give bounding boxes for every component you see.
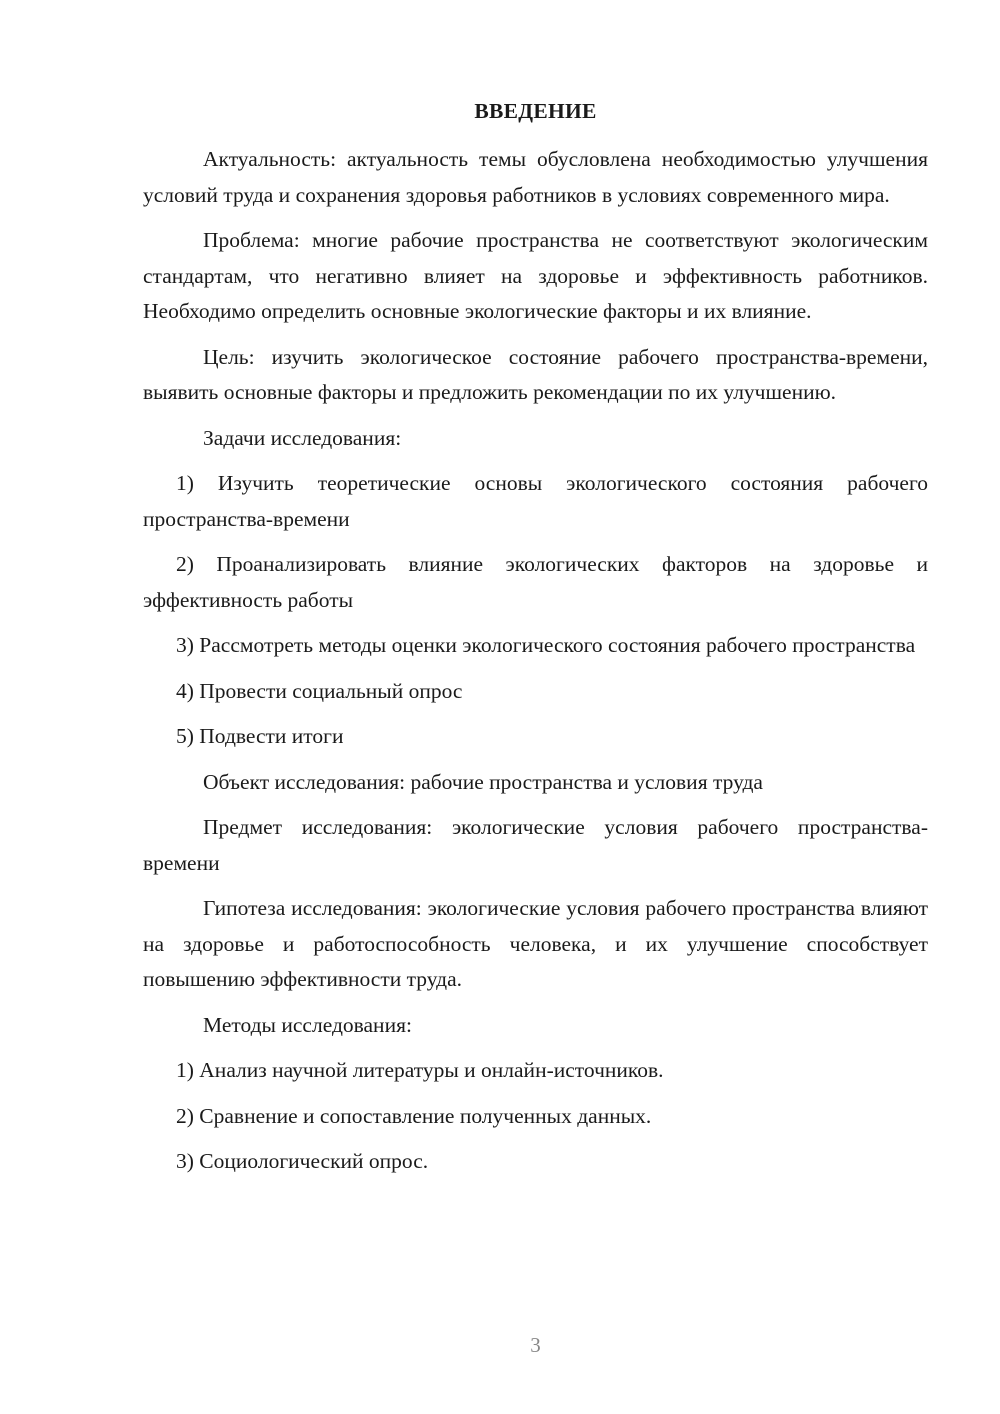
task-item-4: 4) Провести социальный опрос <box>176 678 463 703</box>
task-item-5: 5) Подвести итоги <box>176 724 344 748</box>
method-item-1: 1) Анализ научной литературы и онлайн-источников. <box>176 1058 664 1082</box>
paragraph-object: Объект исследования: рабочие пространства и условия труда <box>203 769 763 794</box>
paragraph-hypothesis: Гипотеза исследования: экологические условия рабочего пространства влияют на здоровье и работоспособность человека, и их улучшение способствует повышению эффективности труда. <box>143 896 928 991</box>
page-number: 3 <box>530 1333 541 1357</box>
method-item-2: 2) Сравнение и сопоставление полученных данных. <box>176 1103 652 1128</box>
document-body <box>143 142 928 1190</box>
paragraph-tasks-heading: Задачи исследования: <box>203 425 402 450</box>
paragraph-problem: Проблема: многие рабочие пространства не соответствуют экологическим стандартам, что негативно влияет на здоровье и эффективность работников. Необходимо определить основные экологические факторы и их влияние. <box>143 228 928 323</box>
document-page <box>143 0 928 1414</box>
paragraph-subject: Предмет исследования: экологические условия рабочего пространства-времени <box>143 815 928 875</box>
paragraph-methods-heading: Методы исследования: <box>203 1012 412 1037</box>
section-heading: ВВЕДЕНИЕ <box>474 99 597 123</box>
task-item-1: 1) Изучить теоретические основы экологического состояния рабочего пространства-времени <box>143 471 928 531</box>
task-item-2: 2) Проанализировать влияние экологических факторов на здоровье и эффективность работы <box>143 552 928 612</box>
method-item-3: 3) Социологический опрос. <box>176 1149 429 1173</box>
task-item-3: 3) Рассмотреть методы оценки экологического состояния рабочего пространства <box>176 633 916 657</box>
paragraph-goal: Цель: изучить экологическое состояние рабочего пространства-времени, выявить основные факторы и предложить рекомендации по их улучшению. <box>143 344 928 404</box>
paragraph-relevance: Актуальность: актуальность темы обусловлена необходимостью улучшения условий труда и сохранения здоровья работников в условиях современного мира. <box>143 147 928 207</box>
